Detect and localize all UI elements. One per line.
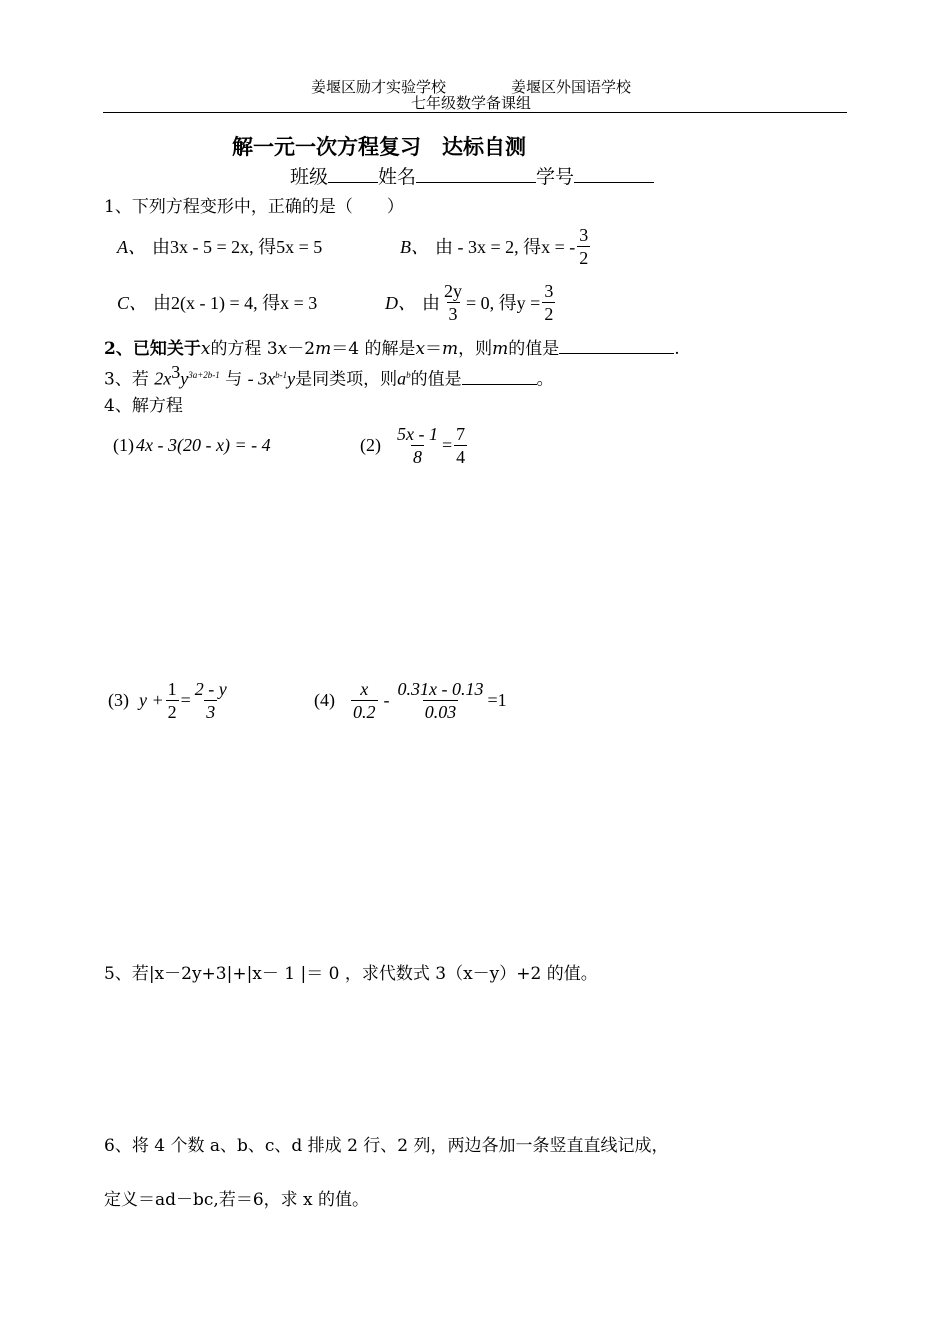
q1-b-den: 2 [579, 247, 589, 268]
q2-text-5: ，则 [458, 339, 493, 359]
q4-p4-den: 0.2 [353, 701, 376, 722]
q1-c-text: 由2(x - 1) = 4, 得x = 3 [153, 293, 318, 313]
q4-p4-fraction-2 [396, 678, 486, 723]
q1-option-a [117, 222, 322, 270]
q1-d-num2: 3 [544, 280, 554, 301]
q1-d-den2: 2 [544, 303, 554, 324]
q2-var-m2: m [442, 339, 459, 359]
q6-line-2: 定义＝ad－bc,若＝6，求 x 的值。 [104, 1190, 370, 1210]
q4-p2-num: 5x - 1 [397, 423, 438, 444]
q2-var-x2: x [277, 339, 288, 359]
q4-p4-fraction-1 [351, 678, 378, 723]
q1-stem: 1、下列方程变形中，正确的是（ ） [104, 197, 404, 217]
q5-text: 5、若|x－2y+3|+|x－ 1 |＝ 0 ，求代数式 3（x－y）+2 的值。 [104, 964, 598, 984]
q1-d-pre: 由 [422, 293, 440, 313]
q3-term1-exp1: 3 [171, 362, 181, 382]
q3-term2-exp: b-1 [275, 370, 288, 380]
q3-a: a [397, 368, 407, 389]
q4-p4-num: x [360, 678, 369, 699]
q4-p3-equals: = [180, 689, 191, 710]
q1-d-num: 2y [444, 280, 462, 301]
q4-p2-den: 8 [412, 446, 422, 467]
q3-mid2: 是同类项，则 [295, 369, 398, 390]
q1-d-label: D、 [385, 293, 416, 313]
q1-option-c [117, 278, 317, 326]
info-line [290, 162, 654, 189]
q3-mid: 与 [225, 369, 243, 390]
q1-d-den: 3 [448, 303, 458, 324]
q2-line [104, 334, 680, 359]
q2-text-3: ＝4 的解是 [331, 339, 416, 359]
q2-var-m3: m [492, 339, 509, 359]
class-blank[interactable] [328, 164, 378, 183]
q4-p2-label: (2) [360, 434, 381, 455]
q4-problem-4 [314, 672, 507, 728]
q3-line [104, 362, 554, 390]
header-rule [103, 112, 847, 113]
q1-b-num: 3 [579, 224, 589, 245]
q4-p1-equation: 4x - 3(20 - x) = - 4 [136, 434, 271, 455]
q4-p3-label: (3) [108, 689, 129, 710]
q1-d-fraction-2 [542, 280, 555, 325]
q2-text-4: ＝ [425, 339, 443, 359]
q4-p3-fraction-1 [166, 678, 179, 723]
header-school-2: 姜堰区外国语学校 [511, 78, 632, 96]
q1-c-label: C、 [117, 293, 148, 313]
q1-b-fraction [577, 224, 590, 269]
q6-line-1: 6、将 4 个数 a、b、c、d 排成 2 行、2 列，两边各加一条竖直直线记成， [104, 1136, 669, 1156]
q3-prefix: 3、若 [104, 369, 149, 390]
q4-p4-minus: - [383, 689, 390, 710]
q3-term1-exp2: 3a+2b-1 [188, 370, 220, 380]
q2-prefix: 2、已知关于 [104, 339, 201, 359]
q4-p4-den2: 0.03 [424, 701, 457, 722]
q4-p3-fraction-2 [193, 678, 229, 723]
q2-text-2: －2 [287, 339, 316, 359]
q3-answer-blank[interactable] [462, 366, 537, 385]
q4-problem-2 [360, 418, 469, 472]
header-school-1: 姜堰区励才实验学校 [311, 78, 447, 96]
q4-p3-y: y + [139, 689, 164, 710]
q2-answer-blank[interactable] [559, 335, 674, 354]
q2-var-x3: x [415, 339, 426, 359]
q2-var-x: x [200, 339, 211, 359]
q3-term2-y: y [287, 368, 296, 389]
q1-a-text: 由3x - 5 = 2x, 得5x = 5 [152, 237, 323, 257]
q4-p3-num: 1 [167, 678, 177, 699]
q1-a-label: A、 [117, 237, 146, 257]
name-blank[interactable] [416, 164, 536, 183]
q2-end: . [674, 339, 680, 359]
q1-b-label: B、 [400, 237, 429, 257]
q1-d-fraction-1 [442, 280, 464, 325]
q4-p2-equals: = [441, 434, 453, 455]
q1-option-d [385, 278, 557, 326]
q3-suffix: 的值是 [410, 369, 462, 390]
q4-problem-1 [113, 420, 271, 470]
q4-p2-den2: 4 [456, 446, 466, 467]
page-title: 解一元一次方程复习 达标自测 [232, 134, 526, 159]
q3-term2: - 3x [247, 368, 276, 389]
q3-term1-y: y [180, 368, 189, 389]
id-blank[interactable] [574, 164, 654, 183]
q4-p2-fraction-1 [395, 423, 440, 468]
q4-p3-den2: 3 [206, 701, 216, 722]
q3-term1: 2x [154, 368, 172, 389]
q2-var-m: m [315, 339, 332, 359]
q1-d-mid: = 0, 得y = [466, 293, 541, 313]
q4-p1-label: (1) [113, 434, 134, 455]
q4-problem-3 [108, 674, 231, 726]
q1-b-text: 由 - 3x = 2, 得x = - [435, 237, 576, 257]
q3-end: 。 [536, 369, 554, 390]
q4-stem: 4、解方程 [104, 396, 183, 416]
q4-p4-num2: 0.31x - 0.13 [397, 678, 484, 699]
header-group: 七年级数学备课组 [411, 94, 532, 112]
q4-p4-rhs: =1 [487, 689, 507, 710]
q3-b-exp: b [406, 370, 411, 380]
q4-p4-label: (4) [314, 689, 335, 710]
q2-suffix: 的值是 [508, 339, 560, 359]
name-label: 姓名 [378, 166, 417, 188]
q4-p2-fraction-2 [454, 423, 467, 468]
id-label: 学号 [536, 166, 575, 188]
q1-option-b [400, 222, 592, 270]
q2-text-1: 的方程 3 [210, 339, 278, 359]
q4-p2-num2: 7 [456, 423, 466, 444]
class-label: 班级 [290, 166, 329, 188]
q4-p3-num2: 2 - y [194, 678, 227, 699]
q4-p3-den: 2 [167, 701, 177, 722]
